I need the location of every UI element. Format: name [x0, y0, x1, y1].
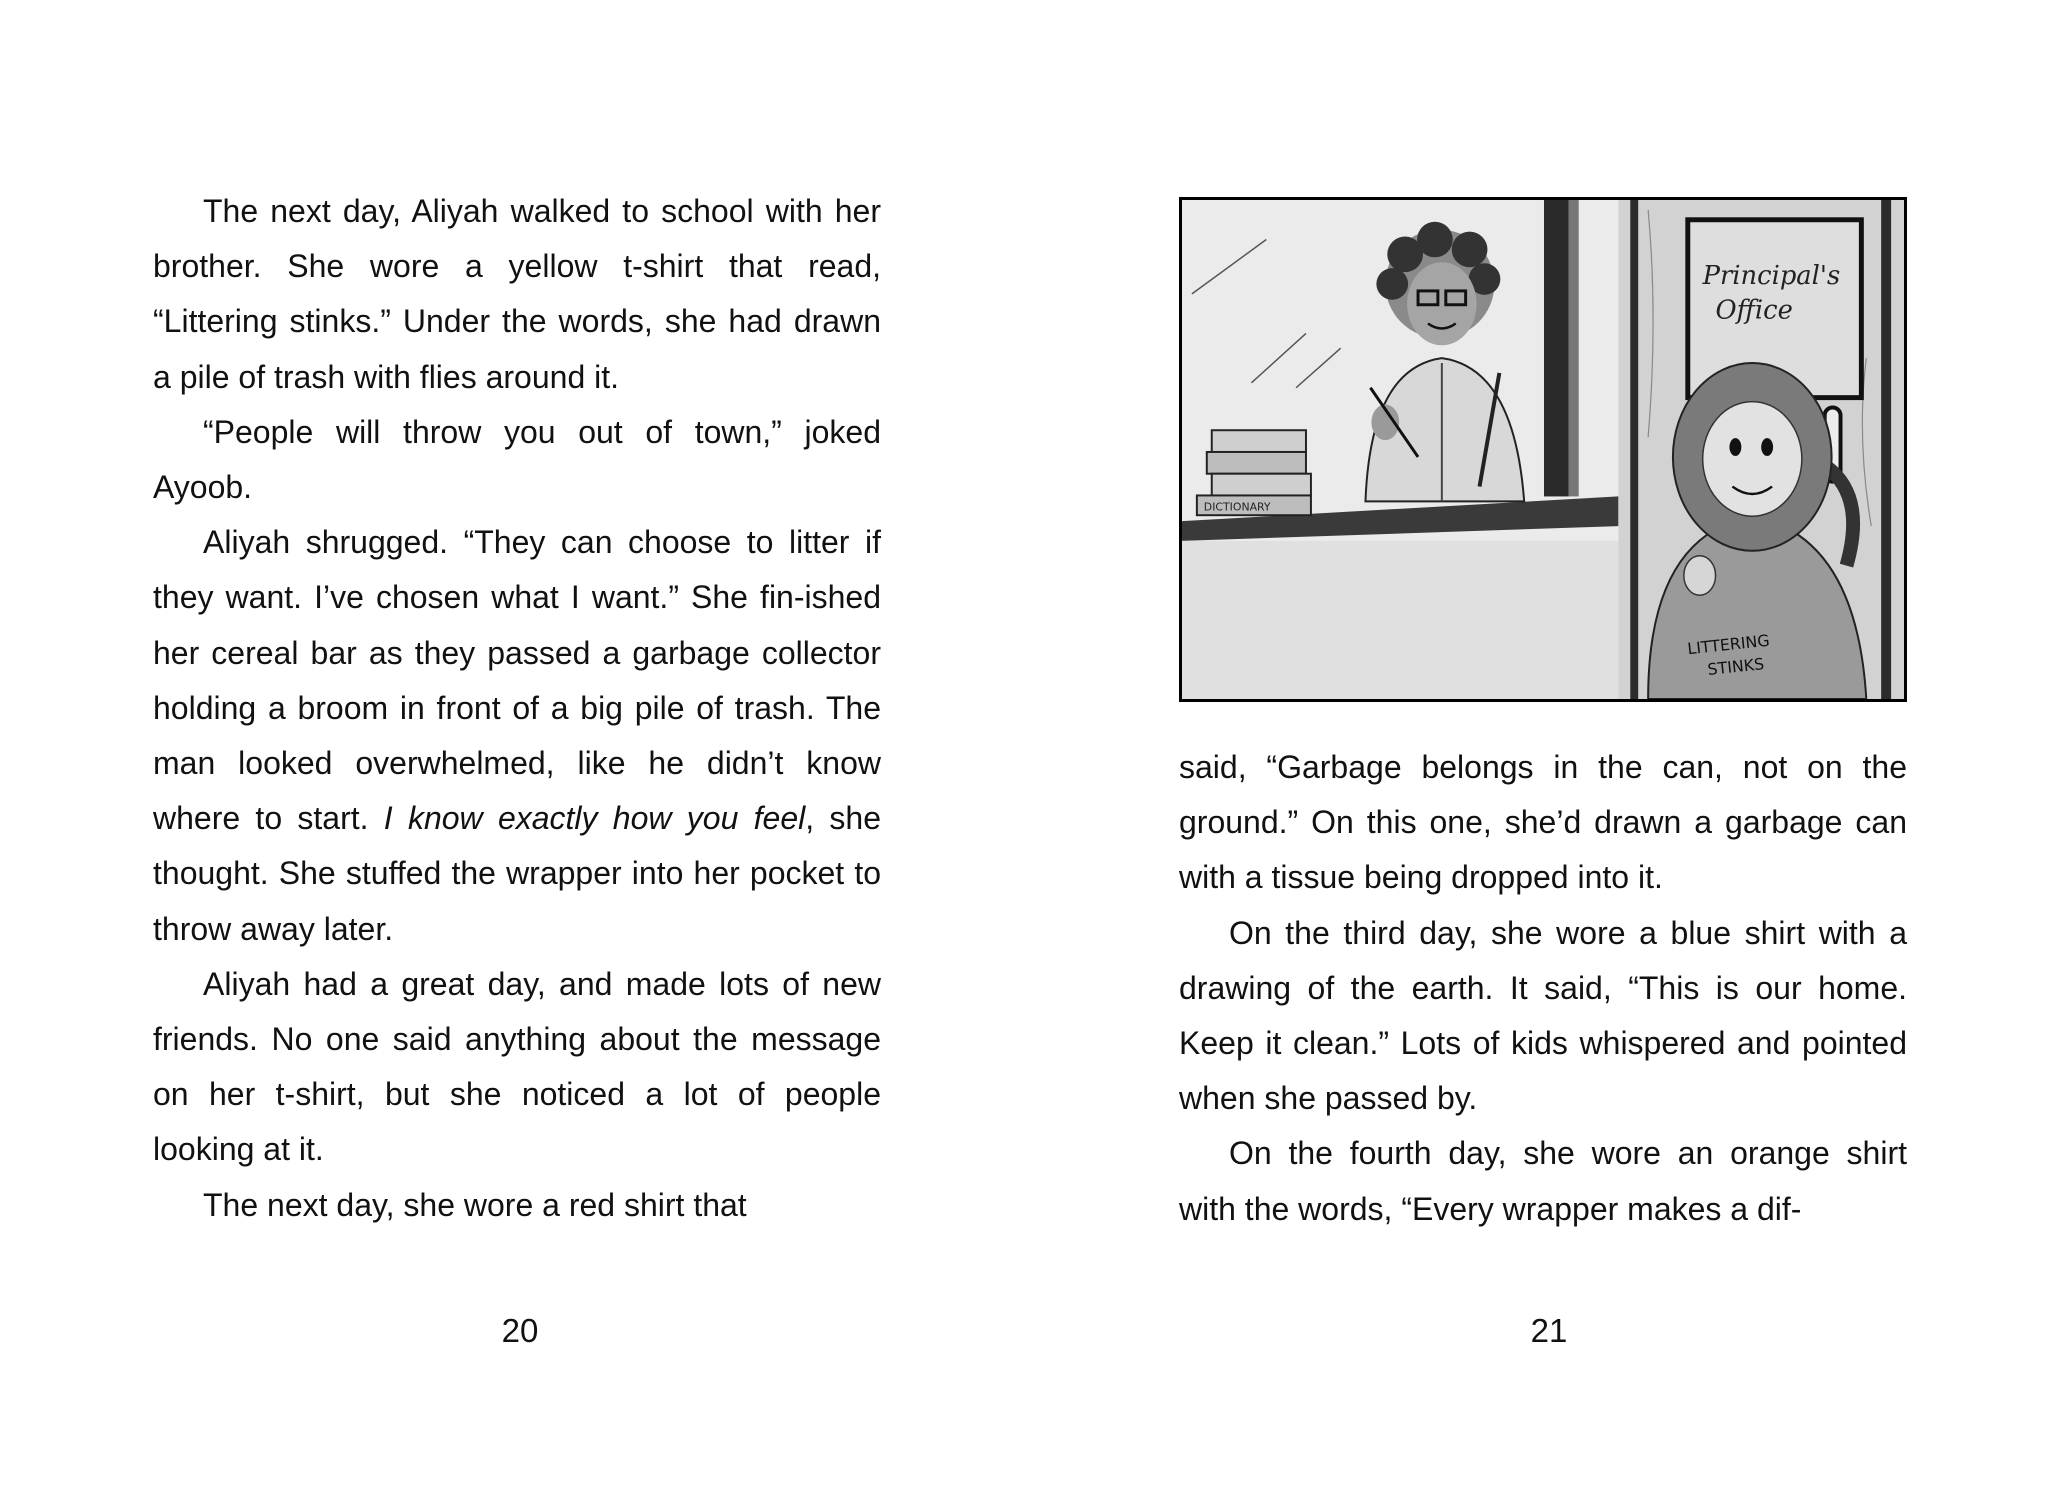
- paragraph: “People will throw you out of town,” joked Ayoob.: [153, 413, 881, 506]
- sign-line-1: Principal's: [1702, 261, 1841, 291]
- paragraph: The next day, Aliyah walked to school with her brother. She wore a yellow t-shirt that read, “Littering stinks.” Under the words, she had drawn a pile of trash with flies around it.: [153, 193, 881, 395]
- paragraph: On the fourth day, she wore an orange shirt with the words, “Every wrapper makes a dif-: [1179, 1135, 1907, 1227]
- shirt-line-2: STINKS: [1706, 654, 1766, 679]
- shirt-line-1: LITTERING: [1686, 630, 1771, 659]
- illustration-drawing: [1182, 200, 1904, 699]
- paragraph: said, “Garbage belongs in the can, not on the ground.” On this one, she’d drawn a garbage can with a tissue being dropped into it.: [1179, 749, 1907, 896]
- page-number-right: 21: [1530, 1312, 1568, 1349]
- left-page-text: [153, 184, 881, 1233]
- paragraph: The next day, she wore a red shirt that: [203, 1186, 747, 1223]
- paragraph: Aliyah had a great day, and made lots of new friends. No one said anything about the message on her t-shirt, but she noticed a lot of people looking at it.: [153, 965, 881, 1168]
- book-label: DICTIONARY: [1203, 500, 1271, 514]
- paragraph-text: , she thought. She stuffed the wrapper into her pocket to throw away later.: [153, 800, 882, 947]
- paragraph: [153, 515, 881, 957]
- page-number-left: 20: [501, 1312, 539, 1349]
- paragraph: On the third day, she wore a blue shirt with a drawing of the earth. It said, “This is our home. Keep it clean.” Lots of kids whispered and pointed when she passed by.: [1179, 914, 1907, 1117]
- italic-thought: I know exactly how you feel: [383, 800, 806, 837]
- right-page-text: [1179, 740, 1907, 1237]
- illustration: [1179, 197, 1907, 702]
- sign-line-2: Office: [1715, 295, 1793, 326]
- paragraph-text: Aliyah shrugged. “They can choose to litter if they want. I’ve chosen what I want.” She fin-ished her cereal bar as they passed a garbage collector holding a broom in front of a big pile of trash. The man looked overwhelmed, like he didn’t know where to start.: [153, 524, 881, 837]
